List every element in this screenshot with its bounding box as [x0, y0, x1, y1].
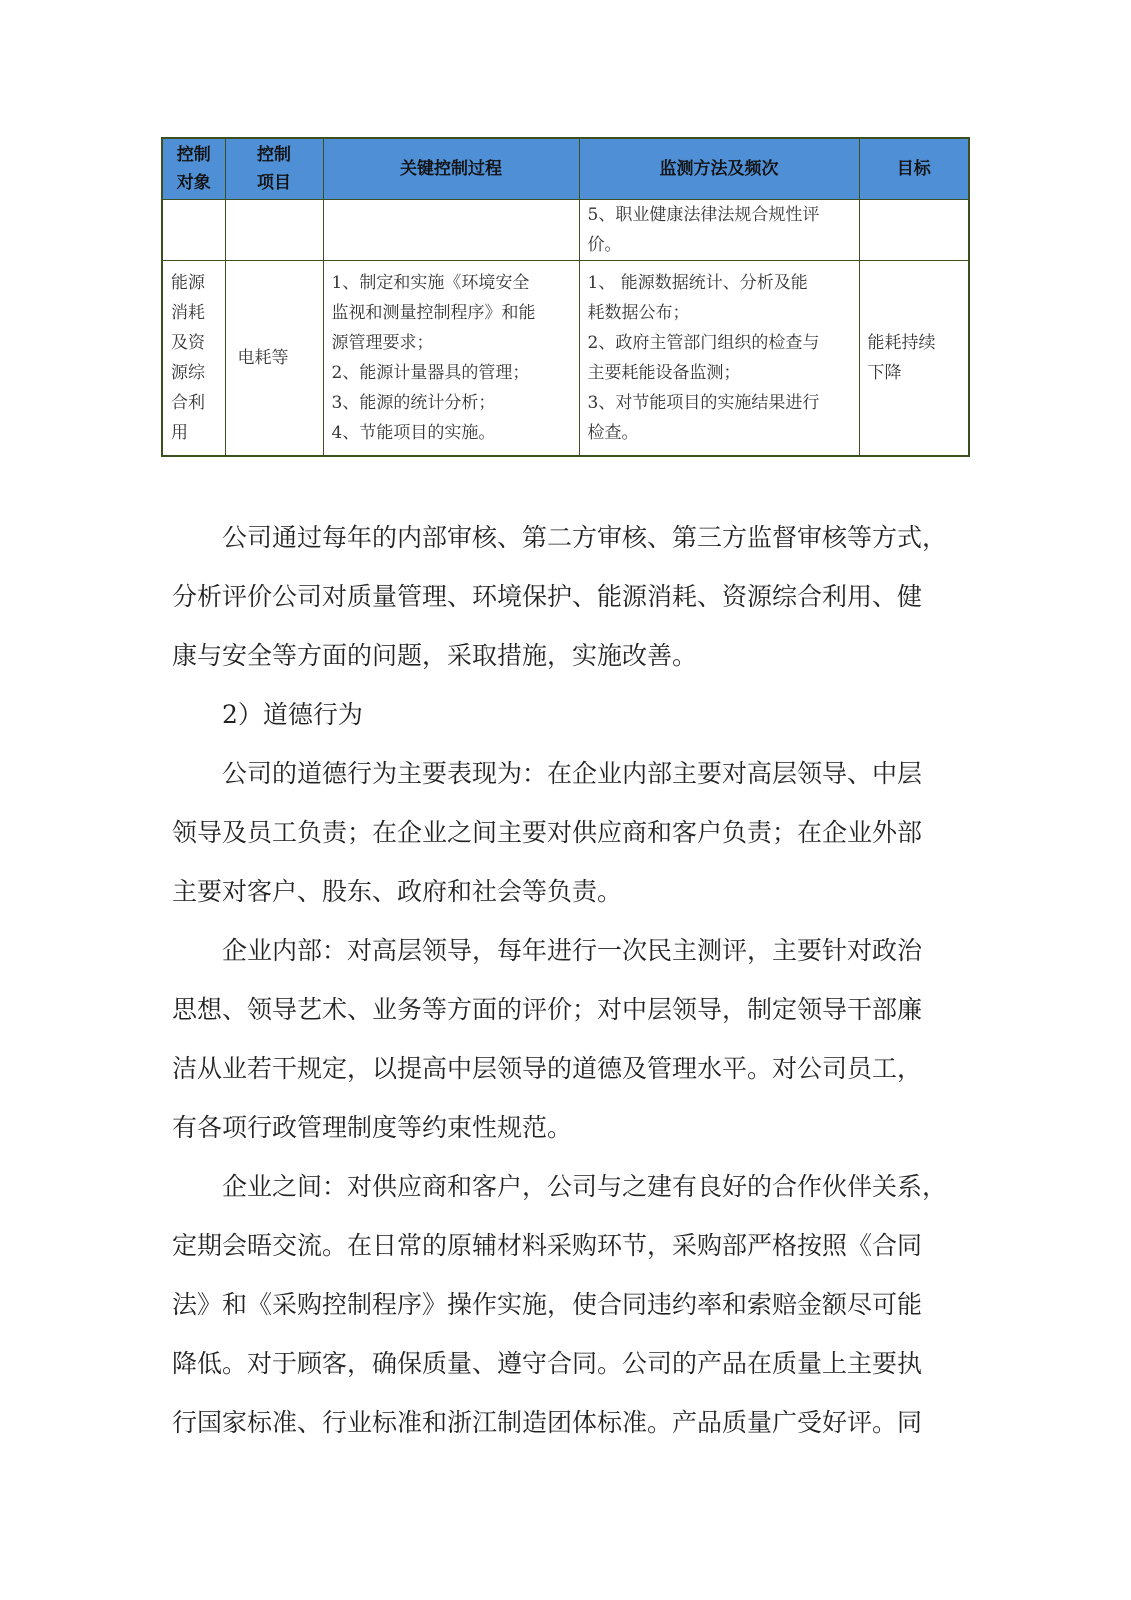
paragraph-ethics-overview [172, 744, 962, 921]
header-control-item [225, 138, 323, 200]
cell-item [225, 200, 323, 261]
control-table [161, 137, 970, 457]
text-line: 源管理要求； [331, 333, 434, 353]
header-target [859, 138, 969, 200]
header-key-process [323, 138, 579, 200]
text-line: 降低。对于顾客，确保质量、遵守合同。公司的产品在质量上主要执 [172, 1349, 923, 1378]
header-text: 目标 [896, 159, 931, 179]
text-line: 2、政府主管部门组织的检查与 [587, 333, 820, 353]
cell-process [323, 200, 579, 261]
text-line: 行国家标准、行业标准和浙江制造团体标准。产品质量广受好评。同 [172, 1408, 923, 1437]
header-text: 项目 [257, 173, 291, 193]
cell-monitor [579, 261, 859, 457]
table-row [162, 200, 969, 261]
text-line: 监视和测量控制程序》和能 [331, 303, 536, 323]
text-line: 法》和《采购控制程序》操作实施，使合同违约率和索赔金额尽可能 [172, 1290, 923, 1319]
text-line: 主要对客户、股东、政府和社会等负责。 [172, 877, 623, 906]
text-line: 定期会晤交流。在日常的原辅材料采购环节，采购部严格按照《合同 [172, 1231, 923, 1260]
text-line: 康与安全等方面的问题，采取措施，实施改善。 [172, 641, 698, 670]
text-line: 3、能源的统计分析； [331, 393, 496, 413]
section-heading-ethics: 2）道德行为 [172, 700, 363, 729]
text-line: 2、能源计量器具的管理； [331, 363, 530, 383]
text-line: 用 [171, 423, 188, 443]
text-line: 能耗持续 [867, 333, 936, 353]
text-line: 主要耗能设备监测； [587, 363, 741, 383]
text-line: 能源 [171, 273, 205, 293]
text-line: 有各项行政管理制度等约束性规范。 [172, 1113, 573, 1142]
header-text: 控制 [176, 145, 211, 165]
text-line: 消耗 [171, 303, 205, 323]
header-text: 控制 [257, 145, 291, 165]
cell-process [323, 261, 579, 457]
cell-object [162, 261, 225, 457]
table-header-row [162, 138, 969, 200]
text-line: 价。 [587, 235, 622, 255]
text-line: 公司的道德行为主要表现为：在企业内部主要对高层领导、中层 [172, 759, 923, 788]
cell-target [859, 261, 969, 457]
text-line: 领导及员工负责；在企业之间主要对供应商和客户负责；在企业外部 [172, 818, 923, 847]
cell-item: 电耗等 [225, 261, 323, 457]
text-line: 思想、领导艺术、业务等方面的评价；对中层领导，制定领导干部廉 [172, 995, 923, 1024]
text-line: 公司通过每年的内部审核、第二方审核、第三方监督审核等方式， [172, 523, 948, 552]
header-text: 监测方法及频次 [659, 159, 779, 179]
cell-monitor [579, 200, 859, 261]
text-line: 源综 [171, 363, 205, 383]
text-line: 检查。 [587, 423, 639, 443]
text-line: 5、职业健康法律法规合规性评 [587, 205, 820, 225]
header-control-object [162, 138, 225, 200]
paragraph-internal [172, 921, 962, 1157]
text-line: 1、 能源数据统计、分析及能 [587, 273, 808, 293]
table-row [162, 261, 969, 457]
text-line: 合利 [171, 393, 205, 413]
cell-object [162, 200, 225, 261]
header-text: 对象 [176, 173, 211, 193]
text-line: 分析评价公司对质量管理、环境保护、能源消耗、资源综合利用、健 [172, 582, 923, 611]
text-line: 3、对节能项目的实施结果进行 [587, 393, 820, 413]
text-line: 1、制定和实施《环境安全 [331, 273, 530, 293]
text-line: 企业之间：对供应商和客户，公司与之建有良好的合作伙伴关系， [172, 1172, 948, 1201]
header-text: 关键控制过程 [400, 159, 502, 179]
paragraph-audit [172, 508, 962, 685]
paragraph-inter-enterprise [172, 1157, 962, 1452]
text-line: 4、节能项目的实施。 [331, 423, 496, 443]
cell-target [859, 200, 969, 261]
text-line: 企业内部：对高层领导，每年进行一次民主测评，主要针对政治 [172, 936, 923, 965]
text-line: 及资 [171, 333, 205, 353]
text-line: 下降 [867, 363, 902, 383]
header-monitor-method [579, 138, 859, 200]
text-line: 洁从业若干规定，以提高中层领导的道德及管理水平。对公司员工， [172, 1054, 923, 1083]
text-line: 耗数据公布； [587, 303, 690, 323]
